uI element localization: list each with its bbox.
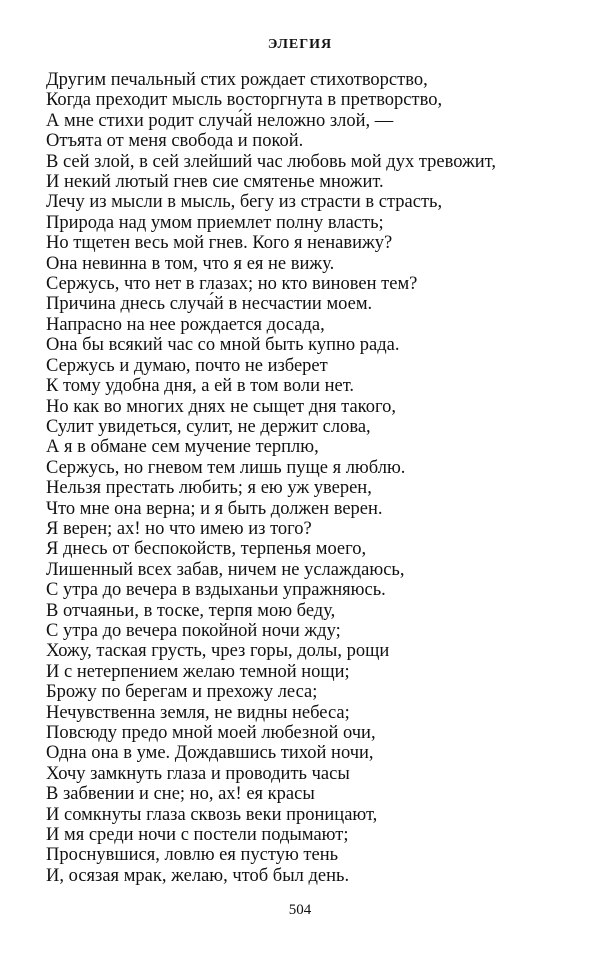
poem-line: Брожу по берегам и прехожу леса; xyxy=(46,682,318,703)
poem-line: Когда преходит мысль восторгнута в претворство, xyxy=(46,90,443,111)
poem-line: И, осязая мрак, желаю, чтоб был день. xyxy=(46,865,350,886)
poem-line: И с нетерпением желаю темной нощи; xyxy=(46,661,350,682)
poem-title: ЭЛЕГИЯ xyxy=(267,37,333,52)
poem-line: Хочу замкнуть глаза и проводить часы xyxy=(46,763,350,784)
poem-line: Но как во многих днях не сыщет дня такого, xyxy=(46,396,396,417)
poem-line: К тому удобна дня, а ей в том воли нет. xyxy=(46,376,355,397)
poem-line: Нечувственна земля, не видны небеса; xyxy=(46,702,350,723)
poem-line: А я в обмане сем мучение терплю, xyxy=(46,437,319,458)
poem-line: И мя среди ночи с постели подымают; xyxy=(46,825,349,846)
poem-line: Причина днесь случа́й в несчастии моем. xyxy=(46,294,373,315)
poem-line: Хожу, таская грусть, чрез горы, долы, рощи xyxy=(46,641,390,662)
poem-line: Повсюду предо мной моей любезной очи, xyxy=(46,723,376,743)
poem-line: Сержусь и думаю, почто не изберет xyxy=(46,355,328,376)
poem-line: С утра до вечера покойной ночи жду; xyxy=(46,620,341,641)
poem-line: Лечу из мысли в мысль, бегу из страсти в страсть, xyxy=(46,192,443,213)
poem-line: Другим печальный стих рождает стихотворство, xyxy=(46,70,428,90)
poem-line: Но тщетен весь мой гнев. Кого я ненавижу? xyxy=(46,233,393,254)
poem-line: Я днесь от беспокойств, терпенья моего, xyxy=(46,539,367,560)
poem-line: И некий лютый гнев сие смятенье множит. xyxy=(46,172,384,193)
page-number: 504 xyxy=(288,902,312,918)
poem-line: В сей злой, в сей злейший час любовь мой дух тревожит, xyxy=(46,151,496,172)
poem-line: Проснувшися, ловлю ея пустую тень xyxy=(46,845,339,866)
poem-line: Лишенный всех забав, ничем не услаждаюсь, xyxy=(46,559,405,580)
poem-line: С утра до вечера в вздыханьи упражняюсь. xyxy=(46,580,386,601)
poem-line: А мне стихи родит случа́й неложно злой, — xyxy=(46,110,394,131)
poem-line: Природа над умом приемлет полну власть; xyxy=(46,212,384,233)
poem-line: Отъята от меня свобода и покой. xyxy=(46,131,304,152)
poem-line: В забвении и сне; но, ах! ея красы xyxy=(46,784,315,805)
poem-line: Напрасно на нее рождается досада, xyxy=(46,314,325,335)
poem-line: Что мне она верна; и я быть должен верен. xyxy=(46,498,383,519)
poem-line: В отчаяньи, в тоске, терпя мою беду, xyxy=(46,600,336,621)
poem-line: Она невинна в том, что я ея не вижу. xyxy=(46,253,335,274)
poem-line: Нельзя престать любить; я ею уж уверен, xyxy=(46,478,372,499)
poem-line: И сомкнуты глаза сквозь веки проницают, xyxy=(46,804,378,825)
poem-line: Сержусь, что нет в глазах; но кто виновен тем? xyxy=(46,274,418,295)
poem-line: Сержусь, но гневом тем лишь пуще я люблю. xyxy=(46,457,406,478)
poem-line: Сулит увидеться, сулит, не держит слова, xyxy=(46,416,371,437)
poem-line: Она бы всякий час со мной быть купно рада. xyxy=(46,335,400,356)
poem-line: Я верен; ах! но что имею из того? xyxy=(46,518,312,539)
poem-line: Одна она в уме. Дождавшись тихой ночи, xyxy=(46,743,374,764)
poem-body xyxy=(46,70,576,886)
